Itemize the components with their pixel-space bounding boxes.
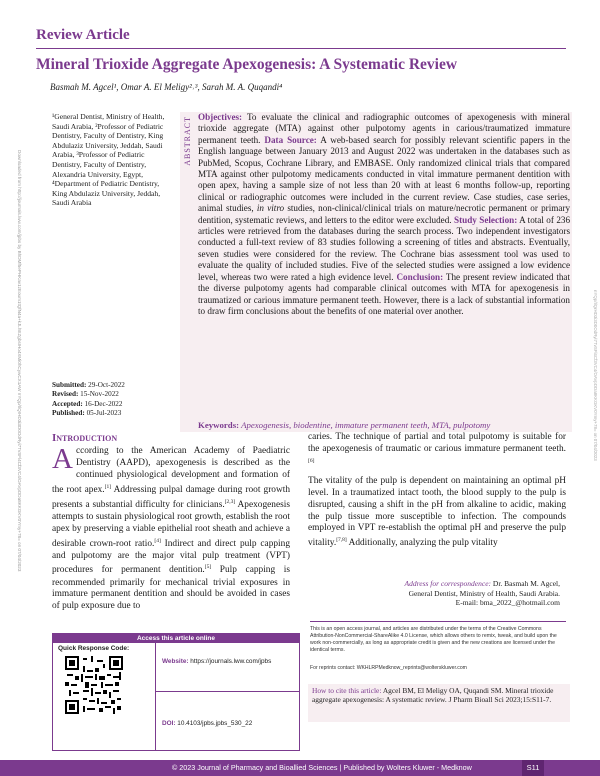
how-to-cite-text: Agcel BM, El Meligy OA, Quqandi SM. Mineral trioxide aggregate apexogenesis: A systematic review. J Pharm Bioall Sci 2023;15:S11-7. <box>312 686 554 705</box>
correspondence-name: Dr. Basmah M. Agcel, <box>492 579 560 588</box>
access-divider-horizontal <box>155 691 299 692</box>
intro-c2p2b: Additionally, analyzing the pulp vitality <box>346 538 498 549</box>
intro-c2p2a: The vitality of the pulp is dependent on maintaining an optimal pH level. In a traumatized intact tooth, the blood supply to the pulp is disrupted, causing a shift in the pH from alkaline to acidic, making the pulp tissue more susceptible to infection. The compounds employed in VPT re-establish the optimal pH and preserve the pulp vitality. <box>308 475 566 549</box>
reprints-text: For reprints contact: WKHLRPMedknow_reprints@wolterskluwer.com <box>310 665 467 671</box>
citation-ref[interactable]: [2,3] <box>224 498 236 505</box>
revised-label: Revised: <box>52 390 79 399</box>
intro-c2p1: caries. The technique of partial and total pulpotomy is suitable for the apexogenesis of traumatic or carious immature permanent teeth. <box>308 432 566 454</box>
introduction-column-1 <box>52 443 290 613</box>
doi-label: DOI: <box>162 720 176 727</box>
download-watermark-right: nYQp/IlQrHD3i3D0OdRyi7TvSFl4Cf3VC4/OAVpDDa8KKGKV0Ymy+78= on 07/04/2023 <box>593 290 598 461</box>
correspondence <box>370 579 560 608</box>
intro-p1b: Addressing pulpal damage during root growth presents a substantial difficulty for clinicians. <box>52 484 290 510</box>
keywords-label: Keywords: <box>198 420 240 430</box>
study-selection-label: Study Selection: <box>454 214 518 225</box>
author-list: Basmah M. Agcel¹, Omar A. El Meligy²˒³, Sarah M. A. Quqandi⁴ <box>50 82 283 92</box>
download-watermark: Downloaded from http://journals.lww.com/jpbs by BhDMf5ePHKav1zEoum1tQfN4a+kJLhEZgbsIHo4XMi0hCywCX1AW nYQp/IlQrHD3i3D0OdRyi7TvSFl4Cf3VC4/OAVpDDa8KKGKV0Ymy+78= on 07/04/2023 <box>17 150 22 572</box>
introduction-column-2 <box>308 432 566 555</box>
introduction-heading: Introduction <box>52 432 118 444</box>
license-text: This is an open access journal, and articles are distributed under the terms of the Creative Commons Attribution-NonCommercial-ShareAlike 4.0 License, which allows others to remix, tweak, and build upon the work non-commercially, as long as appropriate credit is given and the new creations are licensed under the identical terms. <box>310 626 557 653</box>
citation-ref[interactable]: [1] <box>104 483 112 490</box>
paper-title: Mineral Trioxide Aggregate Apexogenesis: A Systematic Review <box>36 56 458 73</box>
keywords-text: Apexogenesis, biodentine, immature permanent teeth, MTA, pulpotomy <box>241 420 491 430</box>
submitted-label: Submitted: <box>52 381 87 389</box>
abstract-tab: ABSTRACT <box>183 116 192 166</box>
page-number: S11 <box>522 760 544 776</box>
website-link[interactable]: https://journals.lww.com/jpbs <box>190 658 272 665</box>
citation-ref[interactable]: [4] <box>154 537 161 544</box>
conclusion-text: The present review indicated that the diverse pulpotomy agents had comparable clinical outcomes with MTA for apexogenesis in traumatized or carious immature permanent teeth. However, there is a lack of substantial information to draw firm conclusions about the benefits of one material over another. <box>198 271 570 316</box>
article-type: Review Article <box>36 27 130 43</box>
published-date: 05-Jul-2023 <box>86 409 122 418</box>
website-row <box>162 658 271 665</box>
access-divider-vertical <box>155 643 156 750</box>
how-to-cite-label: How to cite this article: <box>312 686 382 695</box>
citation-ref[interactable]: [6] <box>308 457 315 464</box>
accepted-label: Accepted: <box>52 399 83 408</box>
abstract-text <box>198 112 570 317</box>
header-rule <box>36 48 566 49</box>
intro-paragraph <box>308 432 566 471</box>
qr-code-icon[interactable] <box>65 656 123 714</box>
citation-ref[interactable]: [5] <box>204 564 212 571</box>
correspondence-email[interactable]: E-mail: bma_2022_@hotmail.com <box>455 598 560 608</box>
how-to-cite <box>312 686 570 705</box>
intro-p1a: ccording to the American Academy of Paediatric Dentistry (AAPD), apexogenesis is described as the continued physiological development and formation of the root apex. <box>52 446 290 495</box>
intro-p1d: Indirect and direct pulp capping and pulpotomy are the major vital pulp treatment (VPT) procedures for permanent dentition. <box>52 538 290 576</box>
qr-label: Quick Response Code: <box>58 645 130 652</box>
data-source-text: A web-based search for possibly relevant scientific papers in the English language between January 2013 and August 2022 was undertaken in the databases such as PubMed, Scopus, Cochrane Library, and EMBASE. Only randomized clinical trials that compared MTA against other pulpotomy medicaments conducted in vital immature permanent dentition with open apex, having a sample size of not less than 20 with at least 6 months follow-up, reporting clinical or radiographic outcomes were included in the current review. Case studies, case series, animal studies, <box>198 134 571 214</box>
data-source-text-cont: studies, non-clinical/clinical trials on mature/necrotic permanent or primary dentition, systematic reviews, and letters to the editor were excluded. <box>198 203 571 225</box>
dates-block <box>52 381 177 419</box>
affiliations: ¹General Dentist, Ministry of Health, Saudi Arabia, ²Professor of Pediatric Dentistry, Faculty of Dentistry, King Abdulaziz University, Jeddah, Saudi Arabia, ³Professor of Pediatric Dentistry, Faculty of Dentistry, Alexandria University, Egypt, ⁴Department of Pediatric Dentistry, King Abdulaziz University, Jeddah, Saudi Arabia <box>52 112 165 208</box>
submitted-date: 29-Oct-2022 <box>88 381 125 389</box>
correspondence-rule <box>310 621 566 622</box>
correspondence-line: General Dentist, Ministry of Health, Saudi Arabia. <box>408 588 560 598</box>
citation-ref[interactable]: [7,8] <box>336 537 347 544</box>
drop-cap: A <box>52 443 73 475</box>
study-selection-text: A total of 236 articles were retrieved from the databases during the search process. Two independent investigators conducted a full-text review of 83 studies following a screening of titles and abstracts. Eventually, seven studies were considered for the review. The Cochrane bias assessment tool was used to evaluate the quality of included studies. Five of the selected studies were assigned a low evidence level, whereas two were rated a high evidence level. <box>198 214 571 282</box>
correspondence-label: Address for correspondence: <box>404 579 492 588</box>
published-label: Published: <box>52 409 85 418</box>
website-label: Website: <box>162 658 189 665</box>
doi-link[interactable]: 10.4103/jpbs.jpbs_530_22 <box>177 720 253 727</box>
conclusion-label: Conclusion: <box>396 271 444 282</box>
intro-p1e: Pulp capping is recommended primarily for mechanical trivial exposures in immature permanent dentition and should be avoided in cases of pulp exposure due to <box>52 565 290 612</box>
data-source-label: Data Source: <box>264 134 317 145</box>
in-vitro-term: in vitro <box>256 203 285 214</box>
objectives-label: Objectives: <box>198 112 243 122</box>
footer-text: © 2023 Journal of Pharmacy and Bioallied Sciences | Published by Wolters Kluwer - Medknow <box>172 763 472 772</box>
accepted-date: 16-Dec-2022 <box>84 399 123 408</box>
doi-row <box>162 720 252 727</box>
keywords <box>198 420 568 431</box>
intro-p1c: Apexogenesis attempts to sustain physiological root growth, establish the root apex by preserving a viable epithelial root sheath and achieve a desirable crown-root ratio. <box>52 499 290 549</box>
intro-paragraph <box>308 476 566 551</box>
objectives-text: To evaluate the clinical and radiographic outcomes of apexogenesis with mineral trioxide aggregate (MTA) against other pulpotomy agents in carious/traumatized immature permanent teeth. <box>198 112 570 145</box>
access-header: Access this article online <box>53 634 299 643</box>
revised-date: 15-Nov-2022 <box>80 390 119 399</box>
